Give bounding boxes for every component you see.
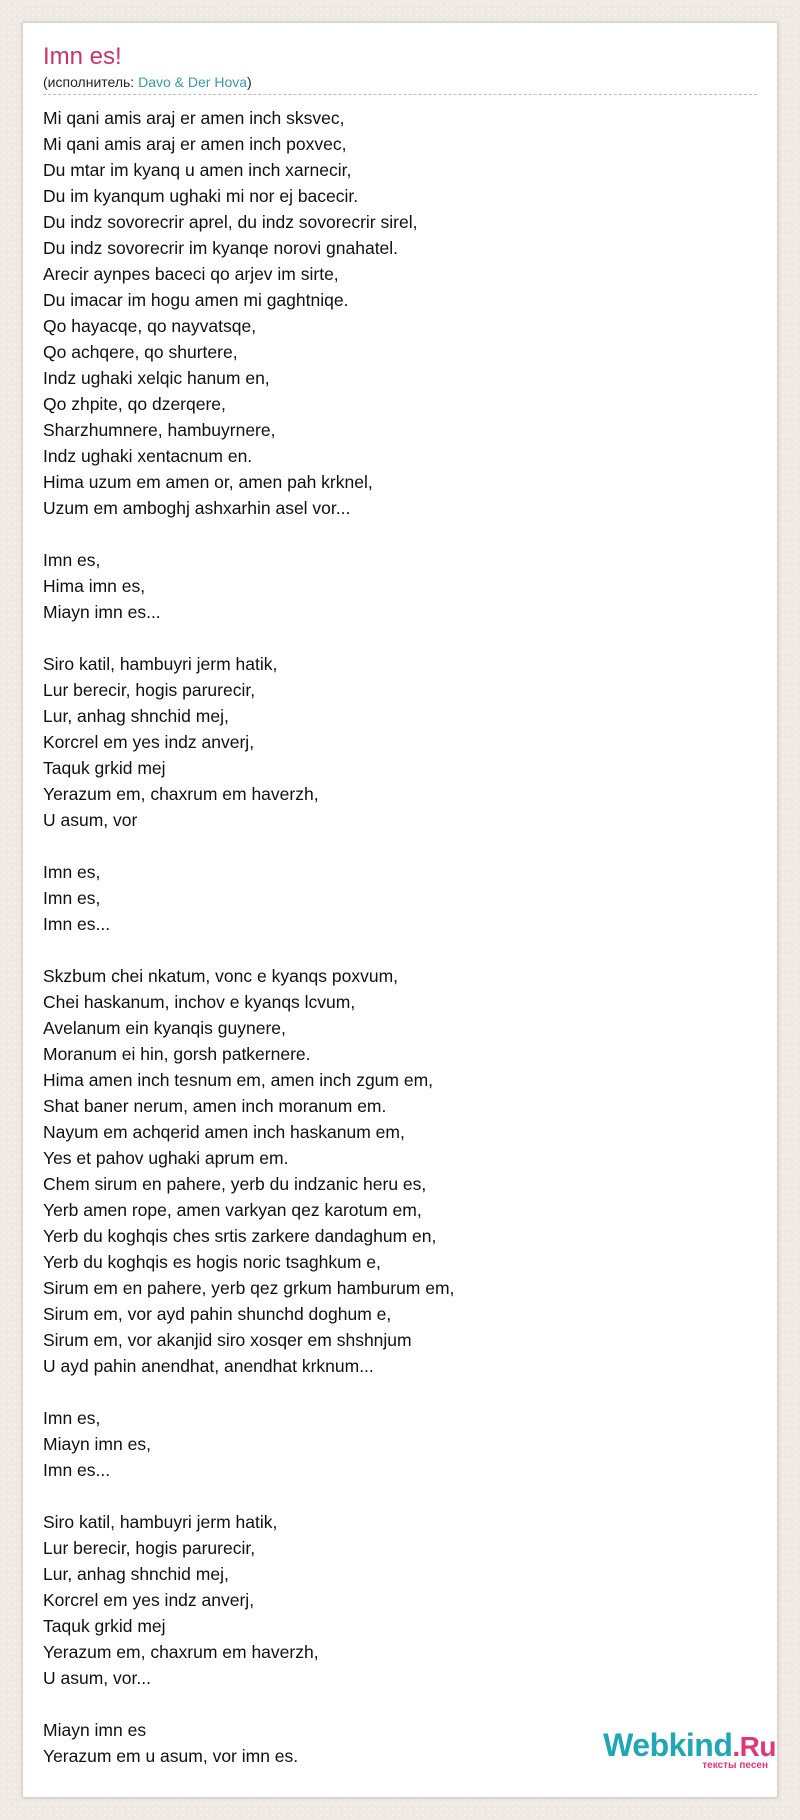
logo-brand: Webkind — [603, 1727, 733, 1763]
lyric-line: Imn es, — [43, 862, 101, 882]
artist-line — [43, 73, 252, 91]
title-divider — [43, 94, 757, 95]
lyric-line: Siro katil, hambuyri jerm hatik, — [43, 654, 278, 674]
lyric-line: Miayn imn es... — [43, 602, 161, 622]
song-title: Imn es! — [43, 43, 122, 70]
lyric-line: Taquk grkid mej — [43, 1616, 166, 1636]
webkind-logo[interactable] — [586, 1727, 776, 1769]
lyric-line: Mi qani amis araj er amen inch poxvec, — [43, 134, 347, 154]
lyric-line: Imn es, — [43, 1408, 101, 1428]
lyric-line: Moranum ei hin, gorsh patkernere. — [43, 1044, 311, 1064]
lyric-line: Yerb amen rope, amen varkyan qez karotum em, — [43, 1200, 422, 1220]
lyric-line: Yes et pahov ughaki aprum em. — [43, 1148, 289, 1168]
artist-suffix: ) — [247, 74, 252, 90]
lyric-line: Du mtar im kyanq u amen inch xarnecir, — [43, 160, 352, 180]
lyric-line: Avelanum ein kyanqis guynere, — [43, 1018, 286, 1038]
lyric-line: Imn es... — [43, 914, 111, 934]
lyric-line: Skzbum chei nkatum, vonc e kyanqs poxvum, — [43, 966, 399, 986]
lyric-line: Siro katil, hambuyri jerm hatik, — [43, 1512, 278, 1532]
lyric-line: Lur, anhag shnchid mej, — [43, 706, 229, 726]
lyric-line: Du im kyanqum ughaki mi nor ej bacecir. — [43, 186, 359, 206]
stanza-break — [43, 625, 683, 651]
lyric-line: Indz ughaki xentacnum en. — [43, 446, 253, 466]
lyric-line: Lur, anhag shnchid mej, — [43, 1564, 229, 1584]
lyric-line: Shat baner nerum, amen inch moranum em. — [43, 1096, 387, 1116]
lyric-line: U asum, vor... — [43, 1668, 151, 1688]
lyric-line: Imn es, — [43, 888, 101, 908]
lyric-line: Hima amen inch tesnum em, amen inch zgum em, — [43, 1070, 434, 1090]
stanza-break — [43, 521, 683, 547]
lyric-line: Imn es, — [43, 550, 101, 570]
lyric-line: Sirum em, vor akanjid siro xosqer em shshnjum — [43, 1330, 412, 1350]
lyric-line: Sharzhumnere, hambuyrnere, — [43, 420, 276, 440]
lyric-line: Taquk grkid mej — [43, 758, 166, 778]
stanza-break — [43, 833, 683, 859]
lyric-line: Hima imn es, — [43, 576, 146, 596]
lyric-line: Miayn imn es — [43, 1720, 147, 1740]
lyric-line: Du imacar im hogu amen mi gaghtniqe. — [43, 290, 349, 310]
lyric-line: Qo zhpite, qo dzerqere, — [43, 394, 226, 414]
lyric-line: Lur berecir, hogis parurecir, — [43, 680, 256, 700]
lyric-line: U ayd pahin anendhat, anendhat krknum... — [43, 1356, 374, 1376]
logo-tld: .Ru — [732, 1731, 776, 1762]
stanza-break — [43, 937, 683, 963]
lyric-line: Mi qani amis araj er amen inch sksvec, — [43, 108, 345, 128]
stanza-break — [43, 1379, 683, 1405]
lyric-line: Qo hayacqe, qo nayvatsqe, — [43, 316, 257, 336]
lyric-line: Hima uzum em amen or, amen pah krknel, — [43, 472, 373, 492]
lyric-line: Du indz sovorecrir aprel, du indz sovorecrir sirel, — [43, 212, 418, 232]
lyric-line: Yerb du koghqis es hogis noric tsaghkum e, — [43, 1252, 381, 1272]
lyric-line: Lur berecir, hogis parurecir, — [43, 1538, 256, 1558]
lyric-line: Yerazum em u asum, vor imn es. — [43, 1746, 299, 1766]
lyric-line: Yerazum em, chaxrum em haverzh, — [43, 784, 319, 804]
lyric-line: Arecir aynpes baceci qo arjev im sirte, — [43, 264, 339, 284]
stanza-break — [43, 1691, 683, 1717]
lyric-line: Sirum em en pahere, yerb qez grkum hamburum em, — [43, 1278, 455, 1298]
lyric-line: Chem sirum en pahere, yerb du indzanic heru es, — [43, 1174, 427, 1194]
artist-link[interactable]: Davo & Der Hova — [138, 74, 248, 90]
lyric-line: U asum, vor — [43, 810, 138, 830]
lyrics-text — [43, 105, 683, 1769]
song-card — [22, 22, 778, 1798]
lyric-line: Chei haskanum, inchov e kyanqs lcvum, — [43, 992, 356, 1012]
lyric-line: Nayum em achqerid amen inch haskanum em, — [43, 1122, 405, 1142]
lyric-line: Yerazum em, chaxrum em haverzh, — [43, 1642, 319, 1662]
lyric-line: Korcrel em yes indz anverj, — [43, 732, 255, 752]
lyric-line: Yerb du koghqis ches srtis zarkere dandaghum en, — [43, 1226, 437, 1246]
lyric-line: Qo achqere, qo shurtere, — [43, 342, 238, 362]
lyric-line: Uzum em amboghj ashxarhin asel vor... — [43, 498, 351, 518]
lyric-line: Imn es... — [43, 1460, 111, 1480]
lyric-line: Miayn imn es, — [43, 1434, 151, 1454]
logo-tagline: тексты песен — [702, 1760, 768, 1771]
lyric-line: Indz ughaki xelqic hanum en, — [43, 368, 270, 388]
artist-prefix: (исполнитель: — [43, 74, 139, 90]
stanza-break — [43, 1483, 683, 1509]
lyric-line: Sirum em, vor ayd pahin shunchd doghum e, — [43, 1304, 392, 1324]
lyric-line: Du indz sovorecrir im kyanqe norovi gnahatel. — [43, 238, 399, 258]
lyric-line: Korcrel em yes indz anverj, — [43, 1590, 255, 1610]
